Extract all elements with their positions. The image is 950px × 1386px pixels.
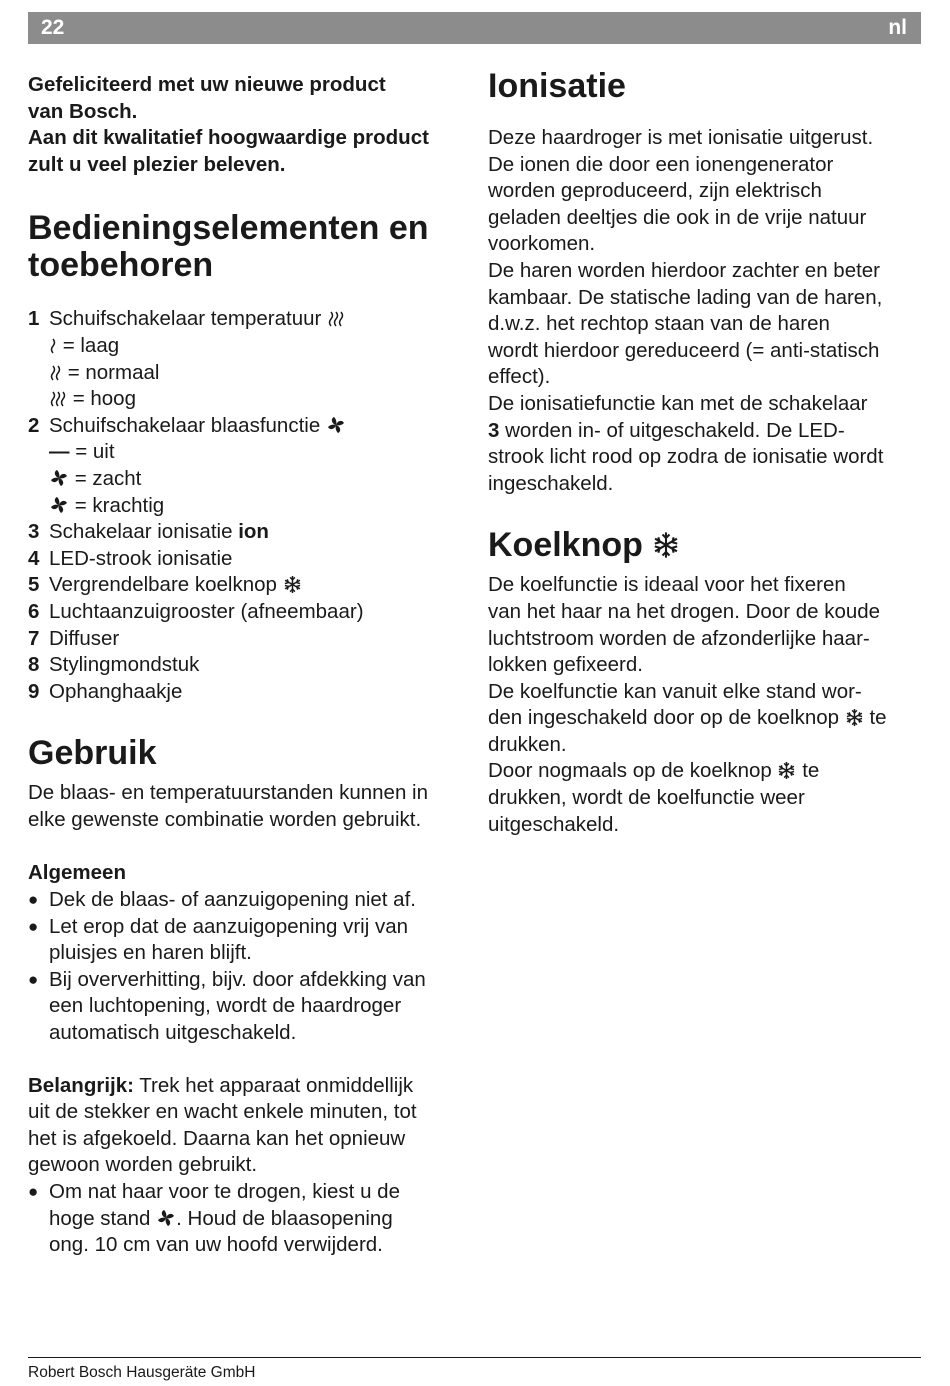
list-item xyxy=(28,360,468,387)
ionisation-line: kambaar. De statische lading van de haren, xyxy=(488,285,883,309)
cool-heading-text: Koelknop xyxy=(488,526,643,565)
fan-icon xyxy=(326,415,346,435)
language-code: nl xyxy=(888,16,907,39)
item-number: 3 xyxy=(28,520,40,544)
ionisation-heading: Ionisatie xyxy=(488,67,626,105)
ionisation-line: wordt hierdoor gereduceerd (= anti-statisch xyxy=(488,338,880,362)
intro-line: zult u veel plezier beleven. xyxy=(28,152,286,176)
heat-3-icon xyxy=(49,390,67,408)
item-number: 9 xyxy=(28,679,40,703)
bullet-text: Dek de blaas- of aanzuigopening niet af. xyxy=(49,888,416,912)
fan-icon xyxy=(156,1208,176,1228)
list-item xyxy=(28,519,468,546)
cool-line: den ingeschakeld door op de koelknop xyxy=(488,706,840,730)
usage-heading: Gebruik xyxy=(28,734,157,773)
item-number: 2 xyxy=(28,413,40,437)
controls-heading-line: Bedieningselementen en xyxy=(28,209,429,248)
bullet-item xyxy=(28,1179,468,1259)
bullet-text: . Houd de blaasopening xyxy=(176,1206,393,1230)
item-text: Diffuser xyxy=(49,626,120,650)
footer-company: Robert Bosch Hausgeräte GmbH xyxy=(28,1364,256,1381)
intro-line: Gefeliciteerd met uw nieuwe product xyxy=(28,73,386,96)
snowflake-icon xyxy=(283,575,302,594)
bullet-item xyxy=(28,887,468,914)
switch-number: 3 xyxy=(488,418,500,442)
bullet-icon: ● xyxy=(28,969,39,989)
ionisation-line: voorkomen. xyxy=(488,232,596,256)
header-bar xyxy=(28,12,921,44)
bullet-item xyxy=(28,967,468,1047)
ionisation-line: De ionisatiefunctie kan met de schakelaar xyxy=(488,391,868,415)
off-dash: — xyxy=(49,440,70,464)
list-item xyxy=(28,572,468,599)
general-heading: Algemeen xyxy=(28,861,126,885)
list-item xyxy=(28,626,468,653)
item-number: 8 xyxy=(28,653,40,677)
item-text: Stylingmondstuk xyxy=(49,653,200,677)
heat-2-icon xyxy=(49,364,62,382)
important-label: Belangrijk: xyxy=(28,1073,134,1097)
usage-paragraph xyxy=(28,780,468,833)
left-column xyxy=(28,72,468,1259)
list-item xyxy=(28,652,468,679)
usage-line: De blaas- en temperatuurstanden kunnen in xyxy=(28,781,429,805)
cool-line: te xyxy=(802,759,820,783)
ionisation-line: ingeschakeld. xyxy=(488,471,614,495)
cool-text xyxy=(488,572,923,838)
bullet-text: Bij oververhitting, bijv. door afdekking van xyxy=(49,967,426,991)
intro-line: Aan dit kwalitatief hoogwaardige product xyxy=(28,126,429,150)
bullet-text: Om nat haar voor te drogen, kiest u de xyxy=(49,1180,400,1203)
intro-line: van Bosch. xyxy=(28,99,138,123)
item-text: = krachtig xyxy=(74,493,165,517)
item-number: 5 xyxy=(28,573,40,597)
ionisation-line: De ionen die door een ionengenerator xyxy=(488,152,834,176)
list-item xyxy=(28,599,468,626)
ionisation-line: De haren worden hierdoor zachter en beter xyxy=(488,258,881,282)
list-item xyxy=(28,679,468,706)
page-number: 22 xyxy=(41,16,65,39)
item-number: 1 xyxy=(28,307,40,331)
heat-1-icon xyxy=(49,337,57,355)
ionisation-line: worden in- of uitgeschakeld. De LED- xyxy=(505,418,845,442)
ionisation-line: geladen deeltjes die ook in de vrije natuur xyxy=(488,205,867,229)
ionisation-text xyxy=(488,125,923,497)
footer-divider xyxy=(28,1357,921,1358)
list-item xyxy=(28,413,468,440)
item-text: = hoog xyxy=(72,387,136,411)
fan-small-icon xyxy=(49,468,69,488)
controls-heading-line: toebehoren xyxy=(28,246,214,285)
item-text: = uit xyxy=(75,440,115,464)
important-text: Trek het apparaat onmiddellijk xyxy=(139,1073,414,1097)
item-text: = zacht xyxy=(74,466,142,490)
usage-line: elke gewenste combinatie worden gebruikt. xyxy=(28,807,422,831)
list-item xyxy=(28,386,468,413)
bullet-icon: ● xyxy=(28,916,39,936)
list-item xyxy=(28,493,468,520)
item-text: Ophanghaakje xyxy=(49,679,183,703)
controls-heading xyxy=(28,210,468,284)
bullet-icon: ● xyxy=(28,1182,39,1201)
intro-text xyxy=(28,72,468,178)
bullet-text: automatisch uitgeschakeld. xyxy=(49,1021,297,1045)
heat-3-icon xyxy=(327,310,345,328)
fan-icon xyxy=(49,495,69,515)
item-text: Luchtaanzuigrooster (afneembaar) xyxy=(49,599,364,623)
item-number: 6 xyxy=(28,599,40,623)
important-note xyxy=(28,1073,468,1259)
cool-line: De koelfunctie is ideaal voor het fixeren xyxy=(488,573,846,597)
list-item xyxy=(28,466,468,493)
item-text: = normaal xyxy=(67,360,160,384)
item-text: LED-strook ionisatie xyxy=(49,546,233,570)
snowflake-icon xyxy=(777,761,796,780)
item-number: 7 xyxy=(28,626,40,650)
snowflake-icon xyxy=(652,531,680,559)
general-bullets xyxy=(28,887,468,1047)
item-text: Schuifschakelaar temperatuur xyxy=(49,307,322,331)
bullet-text: Let erop dat de aanzuigopening vrij van xyxy=(49,914,409,938)
bullet-icon: ● xyxy=(28,890,39,910)
item-text: Schakelaar ionisatie xyxy=(49,520,233,544)
bullet-text: een luchtopening, wordt de haardroger xyxy=(49,994,402,1018)
bullet-item xyxy=(28,914,468,967)
cool-line: drukken, wordt de koelfunctie weer xyxy=(488,786,805,810)
ionisation-line: effect). xyxy=(488,365,551,389)
list-item xyxy=(28,546,468,573)
ionisation-line: Deze haardroger is met ionisatie uitgerust. xyxy=(488,126,874,149)
item-number: 4 xyxy=(28,546,40,570)
item-text: Schuifschakelaar blaasfunctie xyxy=(49,413,321,437)
ionisation-line: strook licht rood op zodra de ionisatie wordt xyxy=(488,445,884,469)
item-text: = laag xyxy=(62,333,120,357)
bullet-text: pluisjes en haren blijft. xyxy=(49,941,252,965)
important-text: gewoon worden gebruikt. xyxy=(28,1153,258,1177)
cool-line: luchtstroom worden de afzonderlijke haar- xyxy=(488,626,870,650)
list-item xyxy=(28,439,468,466)
item-text: Vergrendelbare koelknop xyxy=(49,573,277,597)
bullet-text: ong. 10 cm van uw hoofd verwijderd. xyxy=(49,1233,383,1257)
list-item xyxy=(28,333,468,360)
bullet-text: hoge stand xyxy=(49,1206,151,1230)
cool-line: Door nogmaals op de koelknop xyxy=(488,759,772,783)
important-text: het is afgekoeld. Daarna kan het opnieuw xyxy=(28,1126,406,1150)
controls-list xyxy=(28,306,468,705)
cool-line: lokken gefixeerd. xyxy=(488,653,643,677)
cool-line: uitgeschakeld. xyxy=(488,812,620,836)
cool-line: van het haar na het drogen. Door de koude xyxy=(488,599,881,623)
snowflake-icon xyxy=(845,708,864,727)
cool-heading xyxy=(488,527,923,564)
cool-line: drukken. xyxy=(488,732,567,756)
right-column xyxy=(488,67,923,838)
ionisation-line: d.w.z. het rechtop staan van de haren xyxy=(488,312,830,336)
cool-line: De koelfunctie kan vanuit elke stand wor- xyxy=(488,679,862,703)
important-text: uit de stekker en wacht enkele minuten, tot xyxy=(28,1100,417,1124)
cool-line: te xyxy=(869,706,887,730)
list-item xyxy=(28,306,468,333)
ion-label: ion xyxy=(238,520,269,544)
ionisation-line: worden geproduceerd, zijn elektrisch xyxy=(488,179,822,203)
